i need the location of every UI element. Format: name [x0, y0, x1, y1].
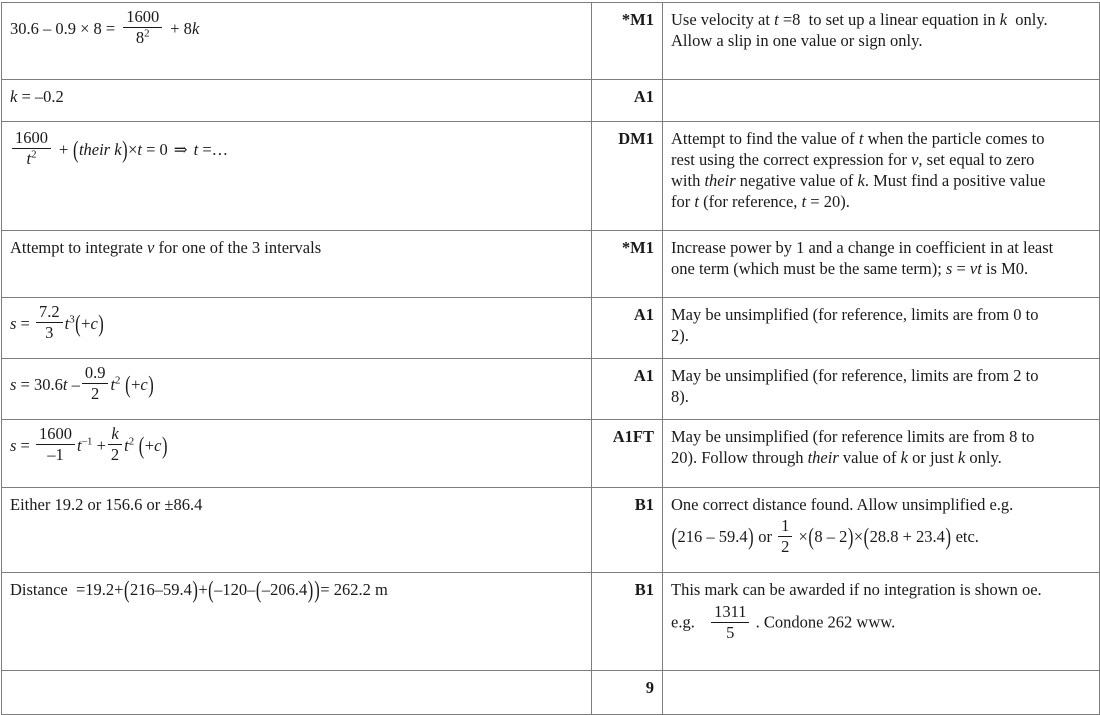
notes-line: Allow a slip in one value or sign only. — [671, 31, 923, 51]
mark-cell: A1 — [592, 80, 663, 122]
notes-math-lead: e.g. — [671, 612, 695, 632]
notes-line: 20). Follow through their value of k or just k only. — [671, 448, 1002, 468]
notes-cell — [663, 420, 1100, 488]
working-cell — [2, 573, 592, 671]
fraction-numerator: 1311 — [711, 603, 749, 623]
notes-line: May be unsimplified (for reference limits are from 8 to — [671, 427, 1035, 446]
notes-line: Attempt to find the value of t when the particle comes to — [671, 129, 1045, 148]
fraction — [711, 603, 749, 642]
fraction-numerator: 0.9 — [82, 364, 109, 384]
fraction-denominator: 3 — [45, 323, 54, 343]
fraction — [778, 517, 792, 556]
table-row — [2, 359, 1100, 420]
equation-row-6 — [10, 365, 154, 404]
fraction-numerator: 1600 — [36, 425, 75, 445]
fraction — [12, 129, 51, 168]
fraction-denominator: 2 — [91, 384, 100, 404]
mark-cell: *M1 — [592, 3, 663, 80]
fraction-numerator: 1600 — [12, 129, 51, 149]
exponent: 2 — [144, 27, 150, 40]
notes-math-tail: . Condone 262 www. — [755, 612, 896, 632]
notes-line: Increase power by 1 and a change in coefficient in at least — [671, 238, 1054, 257]
fraction — [36, 425, 75, 464]
equation-rhs: + 8k — [170, 19, 200, 39]
table-row — [2, 488, 1100, 573]
notes-line: for t (for reference, t = 20). — [671, 192, 850, 212]
fraction — [108, 425, 122, 464]
notes-cell — [663, 298, 1100, 359]
working-cell — [2, 80, 592, 122]
mark-cell: *M1 — [592, 231, 663, 298]
equation-lhs: 30.6 – 0.9 × 8 = — [10, 19, 116, 39]
exponent: 2 — [31, 148, 37, 161]
notes-line: 2). — [671, 326, 689, 346]
fraction — [82, 364, 109, 403]
equation-row-5: s = $\frac{7.2}{3}$ $t^3(+c)$ — [10, 302, 104, 343]
table-row — [2, 3, 1100, 80]
notes-cell — [663, 3, 1100, 80]
equation-rhs: $t^3(+c)$ — [64, 309, 104, 338]
notes-cell — [663, 122, 1100, 231]
working-cell — [2, 359, 592, 420]
fraction — [36, 303, 63, 342]
equation-row-1 — [10, 9, 199, 48]
fraction-numerator: k — [108, 425, 121, 445]
equation-row-2: k = –0.2 — [10, 87, 64, 106]
working-cell — [2, 122, 592, 231]
mark-scheme-sheet — [0, 2, 1100, 709]
notes-line: rest using the correct expression for v, set equal to zero — [671, 150, 1035, 170]
working-cell — [2, 231, 592, 298]
notes-cell — [663, 488, 1100, 573]
equation-row-3 — [10, 130, 228, 169]
mark-cell: A1FT — [592, 420, 663, 488]
working-text: Attempt to integrate v for one of the 3 intervals — [10, 238, 322, 257]
working-cell — [2, 3, 592, 80]
table-row — [2, 122, 1100, 231]
implies-arrow: ⇒ — [173, 140, 188, 160]
notes-line: May be unsimplified (for reference, limits are from 0 to — [671, 305, 1039, 324]
fraction-denominator: $t^2$ — [26, 148, 37, 169]
mark-cell: A1 — [592, 359, 663, 420]
notes-line: with their negative value of k. Must find a positive value — [671, 171, 1046, 191]
notes-cell — [663, 359, 1100, 420]
equation-rhs: $t^2$ (+c) — [124, 431, 168, 460]
table-row — [2, 420, 1100, 488]
notes-cell — [663, 80, 1100, 122]
mark-cell: B1 — [592, 488, 663, 573]
table-row — [2, 671, 1100, 715]
total-mark-cell: 9 — [592, 671, 663, 715]
fraction-denominator: 2 — [781, 537, 790, 557]
notes-cell — [663, 573, 1100, 671]
table-row — [2, 80, 1100, 122]
notes-line: 8). — [671, 387, 689, 407]
equation-mid: $t^{-1}$ + — [76, 435, 106, 456]
equation-tail: t =… — [193, 140, 229, 160]
notes-math-tail: ×(8 – 2)×(28.8 + 23.4) etc. — [798, 522, 979, 550]
equation-row-9: Distance =19.2+(216–59.4)+(–120–(–206.4))= 262.2 m — [10, 575, 388, 604]
fraction — [123, 8, 162, 47]
working-cell — [2, 420, 592, 488]
equation-rhs: $t^2$ (+c) — [110, 370, 154, 399]
fraction-numerator: 7.2 — [36, 303, 63, 323]
notes-math-line — [671, 604, 1091, 643]
table-row — [2, 231, 1100, 298]
table-row — [2, 573, 1100, 671]
notes-line: One correct distance found. Allow unsimplified e.g. — [671, 495, 1014, 514]
mark-cell: DM1 — [592, 122, 663, 231]
working-cell — [2, 671, 592, 715]
notes-cell — [663, 231, 1100, 298]
notes-line: one term (which must be the same term); s = vt is M0. — [671, 259, 1029, 279]
mark-cell: A1 — [592, 298, 663, 359]
fraction-numerator: 1600 — [123, 8, 162, 28]
fraction-denominator: 5 — [726, 623, 735, 643]
notes-line: May be unsimplified (for reference, limits are from 2 to — [671, 366, 1039, 385]
fraction-denominator: –1 — [47, 445, 64, 465]
fraction-numerator: 1 — [778, 517, 792, 537]
notes-math-lead: (216 – 59.4) or — [671, 522, 772, 550]
notes-line: This mark can be awarded if no integration is shown oe. — [671, 580, 1042, 599]
equation-mid: + (their k)×t = 0 — [59, 135, 168, 164]
fraction-denominator: 2 — [110, 445, 120, 465]
equation-lhs: s = 30.6t – — [10, 375, 80, 395]
notes-cell — [663, 671, 1100, 715]
working-cell: Either 19.2 or 156.6 or ±86.4 — [2, 488, 592, 573]
working-cell — [2, 298, 592, 359]
table-row — [2, 298, 1100, 359]
fraction-denominator: $8^2$ — [135, 27, 150, 48]
equation-row-7: s = $\frac{1600}{-1}$ $t^{-1}$ + $\frac{k}{2}$ $t^2$ (+c) — [10, 424, 168, 465]
notes-math-line — [671, 518, 1091, 557]
mark-scheme-table — [1, 2, 1100, 715]
mark-cell: B1 — [592, 573, 663, 671]
notes-line: Use velocity at t =8 to set up a linear equation in k only. — [671, 10, 1048, 29]
